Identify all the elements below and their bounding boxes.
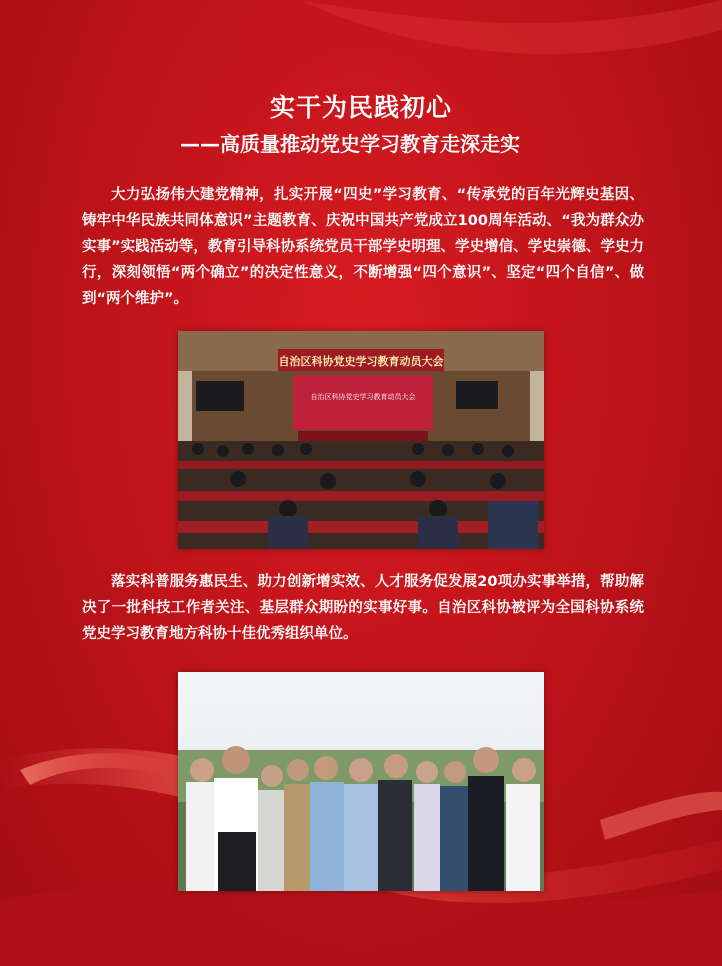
paragraph-results: 落实科普服务惠民生、助力创新增实效、人才服务促发展20项办实事举措，帮助解决了一批科技工作者关注、基层群众期盼的实事好事。自治区科协被评为全国科协系统党史学习教育地方科协十佳优秀组织单位。 bbox=[82, 574, 644, 642]
page-title: 实干为民践初心 bbox=[269, 93, 452, 122]
paragraph-intro: 大力弘扬伟大建党精神，扎实开展“四史”学习教育、“传承党的百年光辉史基因、铸牢中华民族共同体意识”主题教育、庆祝中国共产党成立100周年活动、“我为群众办实事”实践活动等，教育引导科协系统党员干部学史明理、学史增信、学史崇德、学史力行，深刻领悟“两个确立”的决定性意义，不断增强“四个意识”、坚定“四个自信”、做到“两个维护”。 bbox=[82, 187, 644, 307]
meeting-photo bbox=[178, 331, 544, 549]
meeting-banner-text: 自治区科协党史学习教育动员大会 bbox=[278, 355, 444, 368]
meeting-screen-text: 自治区科协党史学习教育动员大会 bbox=[310, 393, 416, 401]
field-visit-photo bbox=[178, 672, 544, 891]
page-subtitle: ——高质量推动党史学习教育走深走实 bbox=[180, 132, 520, 156]
